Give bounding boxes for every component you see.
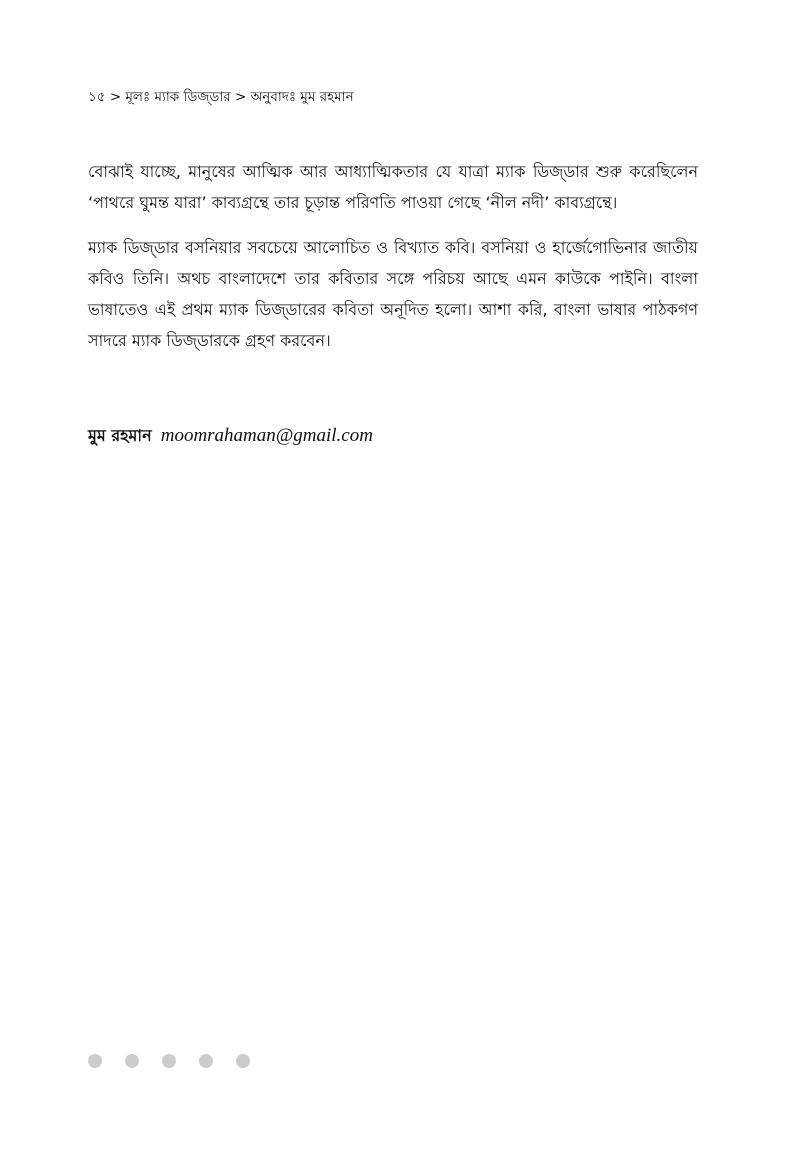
decorative-dots <box>88 1054 273 1068</box>
header-separator: > <box>109 89 122 105</box>
header-original-author: মূলঃ ম্যাক ডিজ্ডার <box>125 89 231 105</box>
header-separator: > <box>235 89 247 105</box>
dot-icon <box>199 1054 213 1068</box>
signature-name: মুম রহমান <box>88 426 152 445</box>
header-translator: অনুবাদঃ মুম রহমান <box>250 89 354 105</box>
signature <box>88 424 373 448</box>
body-text <box>88 156 698 370</box>
dot-icon <box>162 1054 176 1068</box>
dot-icon <box>125 1054 139 1068</box>
paragraph: ম্যাক ডিজ্ডার বসনিয়ার সবচেয়ে আলোচিত ও বিখ্যাত কবি। বসনিয়া ও হার্জেগোভিনার জাতীয় কবিও তিনি। অথচ বাংলাদেশে তার কবিতার সঙ্গে পরিচয় আছে এমন কাউকে পাইনি। বাংলা ভাষাতেও এই প্রথম ম্যাক ডিজ্ডারের কবিতা অনূদিত হলো। আশা করি, বাংলা ভাষার পাঠকগণ সাদরে ম্যাক ডিজ্ডারকে গ্রহণ করবেন। <box>88 238 698 350</box>
paragraph: বোঝাই যাচ্ছে, মানুষের আত্মিক আর আধ্যাত্মিকতার যে যাত্রা ম্যাক ডিজ্ডার শুরু করেছিলেন ‘পাথরে ঘুমন্ত যারা’ কাব্যগ্রন্থে তার চূড়ান্ত পরিণতি পাওয়া গেছে ‘নীল নদী’ কাব্যগ্রন্থে। <box>88 162 698 212</box>
page-number: ১৫ <box>88 89 106 105</box>
signature-email: moomrahaman@gmail.com <box>160 425 373 446</box>
dot-icon <box>88 1054 102 1068</box>
dot-icon <box>236 1054 250 1068</box>
running-header <box>88 88 354 106</box>
